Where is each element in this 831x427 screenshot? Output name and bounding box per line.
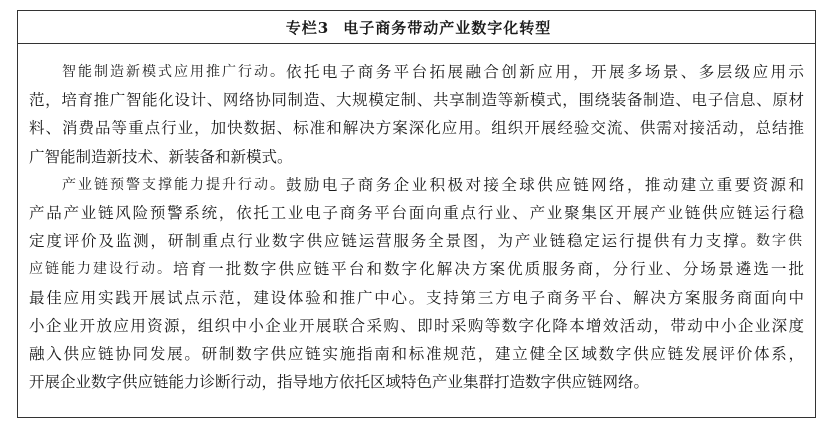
text-line: [29, 86, 804, 114]
column-body: [18, 44, 815, 396]
text-line: [29, 255, 804, 283]
text-line: [29, 171, 804, 199]
line-text: 定度评价及监测，研制重点行业数字供应链运营服务全景图，为产业链稳定运行提供有力支撑。: [29, 232, 756, 251]
line-text: 范，培育推广智能化设计、网络协同制造、大规模定制、共享制造等新模式，围绕装备制造、电子信息、原材: [29, 91, 804, 110]
text-line: [29, 312, 804, 340]
column-number: 专栏3: [285, 18, 330, 37]
line-text: 料、消费品等重点行业，加快数据、标准和解决方案深化应用。组织开展经验交流、供需对接活动，总结推: [29, 119, 804, 138]
text-line: [29, 199, 804, 227]
section-lead: 应链能力建设行动。: [29, 261, 173, 278]
line-text: 培育一批数字供应链平台和数字化解决方案优质服务商，分行业、分场景遴选一批: [173, 260, 804, 279]
text-line: [29, 227, 804, 255]
section-lead: 智能制造新模式应用推广行动。: [62, 64, 286, 80]
text-line: [29, 114, 804, 142]
text-line: [29, 284, 804, 312]
line-text: 依托电子商务平台拓展融合创新应用，开展多场景、多层级应用示: [286, 63, 804, 81]
text-line: [29, 58, 804, 86]
line-text: 广智能制造新技术、新装备和新模式。: [29, 147, 293, 166]
text-line: [29, 368, 804, 396]
line-text: 开展企业数字供应链能力诊断行动，指导地方依托区域特色产业集群打造数字供应链网络。: [29, 373, 650, 392]
text-line: [29, 340, 804, 368]
line-text: 融入供应链协同发展。研制数字供应链实施指南和标准规范，建立健全区域数字供应链发展评价体系，: [29, 344, 804, 363]
line-text: 最佳应用实践开展试点示范，建设体验和推广中心。支持第三方电子商务平台、解决方案服务商面向中: [29, 288, 804, 307]
column-box: [17, 10, 816, 418]
line-text: 鼓励电子商务企业积极对接全球供应链网络，推动建立重要资源和: [286, 175, 804, 194]
column-title: [18, 11, 815, 44]
text-line: [29, 143, 804, 171]
line-text: 小企业开放应用资源，组织中小企业开展联合采购、即时采购等数字化降本增效活动，带动中小企业深度: [29, 316, 804, 335]
section-lead: 数字供: [756, 233, 804, 250]
column-heading: 电子商务带动产业数字化转型: [343, 18, 552, 37]
line-text: 产品产业链风险预警系统，依托工业电子商务平台面向重点行业、产业聚集区开展产业链供应链运行稳: [29, 203, 804, 222]
section-lead: 产业链预警支撑能力提升行动。: [62, 176, 286, 193]
